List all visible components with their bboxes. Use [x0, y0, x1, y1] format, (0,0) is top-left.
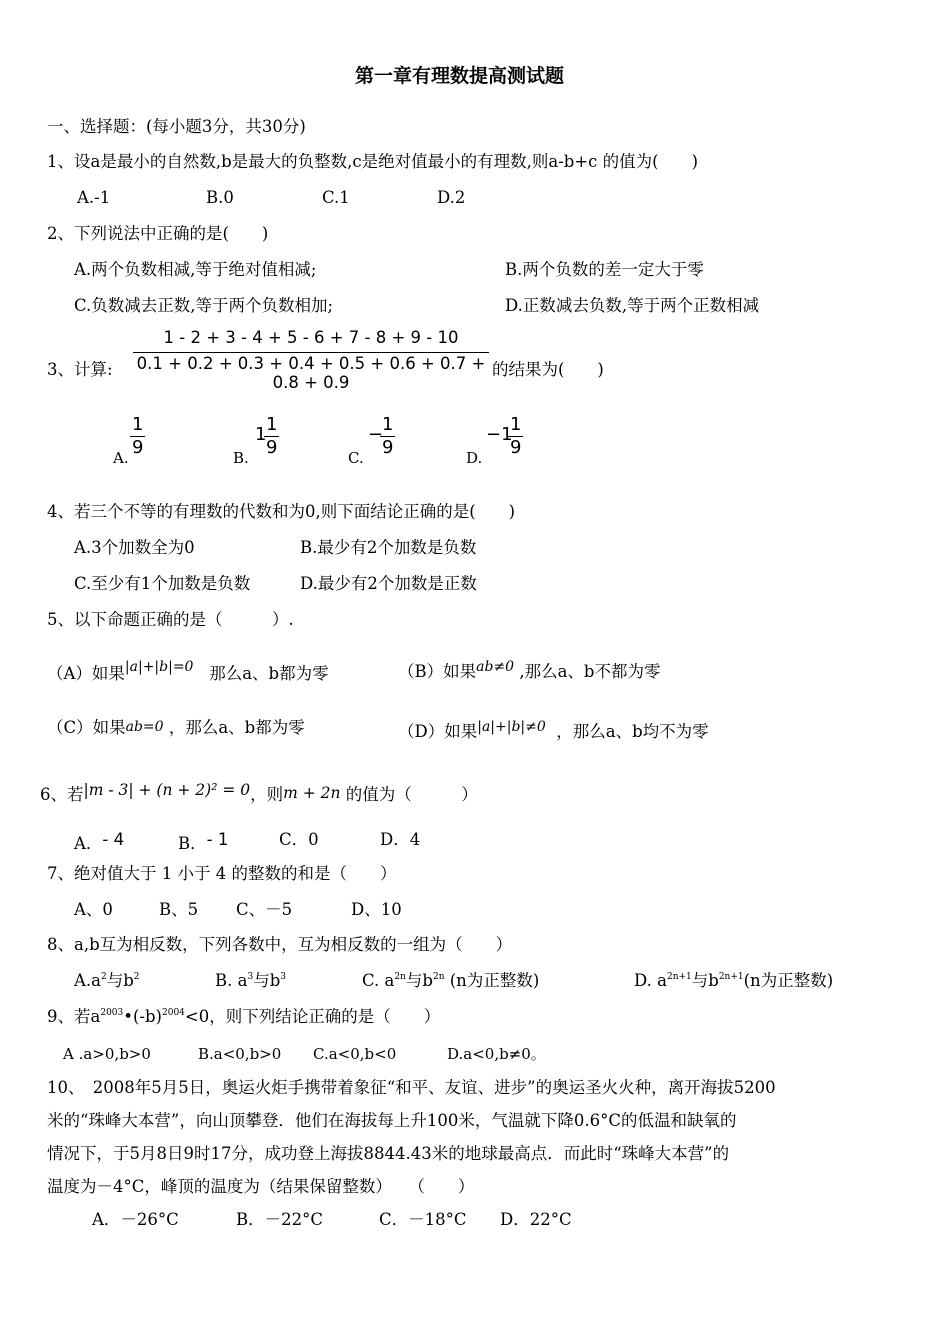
option-text: B. a: [215, 971, 248, 990]
question-6-target-expression: m + 2n: [283, 784, 341, 802]
option-text: ，那么a、b均不为零: [556, 722, 709, 741]
option-prefix: （A）如果: [47, 664, 125, 683]
question-2-option-b: B.两个负数的差一定大于零: [505, 260, 704, 279]
option-text: <0，则下列结论正确的是（ ）: [184, 1007, 441, 1026]
option-text: 那么a、b都为零: [209, 664, 329, 683]
question-8-stem: 8、a,b互为相反数，下列各数中，互为相反数的一组为（ ）: [47, 935, 513, 954]
exponent: 2004: [162, 1008, 185, 1018]
fraction-denominator: 9: [132, 437, 144, 458]
question-6-equation: |m - 3| + (n + 2)² = 0: [83, 781, 251, 799]
fraction-bar: [133, 352, 489, 353]
question-3-option-b-whole: 1: [255, 424, 267, 445]
question-8-option-a: [74, 971, 140, 991]
option-value: 0: [308, 830, 319, 849]
question-9-option-a: A .a>0,b>0: [63, 1045, 151, 1063]
exponent: 2n+1: [718, 972, 744, 982]
question-3-option-b-letter: B.: [233, 449, 249, 467]
question-7-option-d: D、10: [351, 900, 402, 919]
option-value: 4: [409, 830, 421, 849]
option-math: |a|+|b|≠0: [477, 719, 546, 735]
fraction-denominator: 9: [382, 437, 394, 458]
question-4-option-d: D.最少有2个加数是正数: [300, 574, 477, 593]
option-text: D. a: [634, 971, 667, 990]
question-6-option-b: [178, 830, 228, 854]
question-10-line-4: 温度为－4°C，峰顶的温度为（结果保留整数） （ ）: [47, 1177, 475, 1196]
question-4-option-a: A.3个加数全为0: [74, 538, 195, 557]
question-10-option-a: A．－26°C: [92, 1210, 179, 1229]
question-6-option-c: [279, 830, 319, 850]
fraction-denominator: 9: [510, 437, 522, 458]
question-3-option-a-letter: A.: [113, 449, 129, 467]
page-title: 第一章有理数提高测试题: [355, 65, 565, 87]
question-2-option-a: A.两个负数相减,等于绝对值相减;: [74, 260, 317, 279]
option-prefix: （C）如果: [47, 718, 126, 737]
question-8-option-d: [634, 971, 833, 991]
option-prefix: （D）如果: [398, 722, 478, 741]
question-7-option-a: A、0: [74, 900, 113, 919]
question-3-option-d-fraction: [508, 414, 523, 459]
question-3-tail: 的结果为( ): [492, 360, 604, 379]
question-5-option-d: [398, 717, 709, 742]
question-7-option-c: C、－5: [236, 900, 293, 919]
question-5-option-a: [47, 657, 329, 684]
fraction-numerator: 1: [510, 414, 522, 435]
option-text: (n为正整数): [743, 971, 834, 990]
fraction-numerator: 1: [266, 414, 278, 435]
question-4-stem: 4、若三个不等的有理数的代数和为0,则下面结论正确的是( ): [47, 502, 516, 521]
question-6-then: ，则: [250, 785, 284, 804]
question-8-option-c: [362, 971, 539, 991]
option-text: C. a: [362, 971, 395, 990]
question-5-option-c: [47, 717, 305, 738]
option-text: 与b: [253, 971, 281, 990]
question-3-option-c-letter: C.: [348, 449, 364, 467]
option-letter: B．: [178, 834, 207, 853]
question-10-option-d: D．22°C: [500, 1210, 572, 1229]
question-7-stem: 7、绝对值大于 1 小于 4 的整数的和是（ ）: [47, 864, 397, 883]
exponent: 2003: [100, 1008, 124, 1018]
question-2-option-c: C.负数减去正数,等于两个负数相加;: [74, 296, 334, 315]
question-10-option-c: C．－18°C: [379, 1210, 467, 1229]
option-text: 与b: [691, 971, 719, 990]
fraction-numerator: 1: [382, 414, 394, 435]
option-letter: C．: [279, 830, 309, 849]
question-10-line-2: 米的“珠峰大本营”，向山顶攀登．他们在海拔每上升100米，气温就下降0.6°C的低温和缺氧的: [47, 1111, 737, 1130]
option-letter: D．: [380, 830, 410, 849]
question-5-stem: 5、以下命题正确的是（ ）.: [47, 610, 294, 629]
section-heading: 一、选择题：(每小题3分，共30分): [47, 117, 306, 136]
question-6-stem: [40, 780, 478, 805]
question-6-prefix: 6、若: [40, 785, 84, 804]
question-3-numerator: 1 - 2 + 3 - 4 + 5 - 6 + 7 - 8 + 9 - 10: [163, 328, 459, 347]
question-3-option-d-letter: D.: [466, 449, 483, 467]
question-9-stem: [47, 1007, 440, 1027]
question-9-option-c: C.a<0,b<0: [313, 1045, 397, 1063]
option-value: - 1: [206, 830, 229, 849]
option-text: 与b: [106, 971, 134, 990]
question-6-tail: 的值为（ ）: [345, 785, 478, 804]
question-10-option-b: B．－22°C: [236, 1210, 323, 1229]
question-1-option-d: D.2: [437, 188, 466, 207]
question-4-option-b: B.最少有2个加数是负数: [300, 538, 477, 557]
option-text: •(-b): [123, 1007, 162, 1026]
option-letter: A．: [74, 834, 103, 853]
question-2-stem: 2、下列说法中正确的是( ): [47, 224, 269, 243]
question-9-option-d: D.a<0,b≠0。: [447, 1045, 546, 1063]
option-text: 与b: [405, 971, 433, 990]
option-value: - 4: [102, 830, 125, 849]
option-prefix: （B）如果: [398, 662, 477, 681]
exponent: 2: [133, 972, 140, 982]
question-1-option-c: C.1: [322, 188, 350, 207]
question-10-line-3: 情况下，于5月8日9时17分，成功登上海拔8844.43米的地球最高点．而此时“珠峰大本营”的: [47, 1144, 730, 1163]
option-text: ，那么a、b都为零: [168, 718, 305, 737]
question-3-denominator: 0.1 + 0.2 + 0.3 + 0.4 + 0.5 + 0.6 + 0.7 + 0.8 + 0.9: [136, 354, 486, 392]
exponent: 2: [101, 972, 107, 982]
question-6-option-a: [74, 830, 124, 854]
question-3-option-a-fraction: [130, 414, 145, 459]
option-text: 9、若a: [47, 1007, 101, 1026]
question-3-fraction: [133, 328, 489, 392]
fraction-denominator: 9: [266, 437, 278, 458]
fraction-numerator: 1: [132, 414, 144, 435]
question-5-option-b: [398, 657, 661, 682]
option-text: ,那么a、b不都为零: [519, 662, 661, 681]
option-math: ab≠0: [476, 659, 515, 675]
question-7-option-b: B、5: [159, 900, 199, 919]
exponent: 2n: [394, 972, 406, 982]
question-8-option-b: [215, 971, 286, 991]
question-10-line-1: 10、 2008年5月5日，奥运火炬手携带着象征“和平、友谊、进步”的奥运圣火火种，离开海拔5200: [47, 1078, 776, 1097]
question-1-option-a: A.-1: [77, 188, 111, 207]
question-1-stem: 1、设a是最小的自然数,b是最大的负整数,c是绝对值最小的有理数,则a-b+c 的值为( ): [47, 152, 699, 171]
question-4-option-c: C.至少有1个加数是负数: [74, 574, 251, 593]
question-1-option-b: B.0: [206, 188, 234, 207]
option-text: A.a: [74, 971, 101, 990]
exponent: 3: [280, 972, 286, 982]
option-text: (n为正整数): [449, 971, 540, 990]
question-3-option-b-fraction: [264, 414, 279, 459]
option-math: ab=0: [125, 719, 164, 735]
question-3-label: 3、计算:: [47, 360, 113, 379]
question-2-option-d: D.正数减去负数,等于两个正数相减: [505, 296, 760, 315]
exponent: 2n: [432, 972, 445, 982]
question-3-option-d-whole: −1: [486, 424, 513, 445]
exponent: 3: [247, 972, 254, 982]
option-math: |a|+|b|=0: [124, 659, 194, 675]
question-3-option-c-whole: −: [368, 424, 384, 445]
exponent: 2n+1: [666, 972, 692, 982]
question-3-option-c-fraction: [380, 414, 395, 459]
question-9-option-b: B.a<0,b>0: [198, 1045, 282, 1063]
question-6-option-d: [380, 830, 420, 850]
